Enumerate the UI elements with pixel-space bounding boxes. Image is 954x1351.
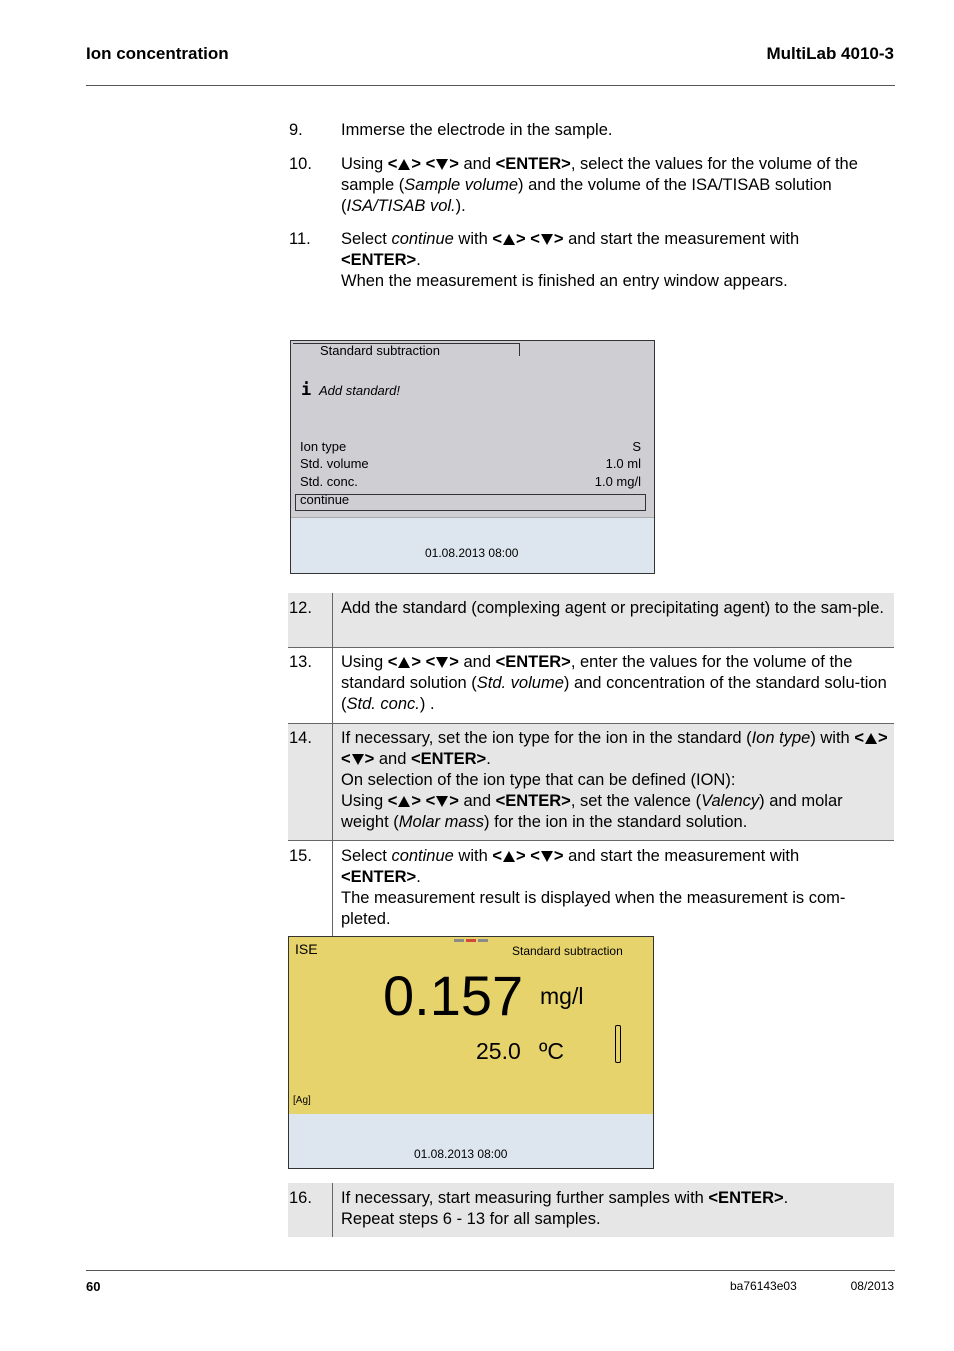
arrow-up-icon [398, 159, 410, 170]
arrow-up-icon [503, 851, 515, 862]
arrow-down-icon [436, 796, 448, 807]
arrow-up-icon [398, 657, 410, 668]
page-number: 60 [86, 1279, 101, 1294]
document-id: ba76143e03 [730, 1279, 797, 1293]
row-label: Std. conc. [300, 474, 358, 489]
screen-datetime: 01.08.2013 08:00 [414, 1147, 508, 1161]
step-text: Immerse the electrode in the sample. [341, 121, 613, 139]
arrow-up-icon [503, 234, 515, 245]
temperature-unit: ºC [539, 1038, 565, 1064]
continue-option[interactable]: continue [300, 492, 350, 507]
step-number: 9. [289, 121, 303, 139]
status-bar-icon [466, 939, 476, 942]
mode-label: ISE [295, 941, 318, 957]
measured-value: 0.157 [383, 964, 524, 1027]
row-value: 1.0 ml [605, 456, 641, 471]
row-value: 1.0 mg/l [594, 474, 641, 489]
column-divider [332, 593, 333, 936]
footer-rule [86, 1270, 895, 1271]
arrow-down-icon [541, 234, 553, 245]
step-number: 10. [289, 155, 312, 173]
column-divider [332, 1183, 333, 1237]
screen-tab-title: Standard subtraction [320, 343, 440, 358]
display-screen-entry [290, 340, 655, 574]
info-icon: i [301, 380, 312, 400]
step-number: 16. [289, 1189, 312, 1207]
section-title: Ion concentration [86, 44, 229, 63]
screen-title: Standard subtraction [512, 944, 623, 958]
screen-message: Add standard! [319, 383, 400, 398]
document-date: 08/2013 [850, 1279, 894, 1293]
arrow-down-icon [436, 159, 448, 170]
arrow-up-icon [865, 733, 877, 744]
thermometer-icon [615, 1025, 621, 1063]
step-text: If necessary, start measuring further samples with <ENTER>. Repeat steps 6 - 13 for all samples. [341, 1189, 789, 1228]
arrow-up-icon [398, 796, 410, 807]
measured-unit: mg/l [540, 983, 584, 1009]
header-rule [86, 85, 895, 86]
step-text: Using < > < > and <ENTER>, select the values for the volume of the sample (Sample volume) and the volume of the ISA/TISAB solution (ISA/TISAB vol.). [341, 155, 858, 215]
screen-datetime: 01.08.2013 08:00 [425, 546, 519, 560]
step-number: 13. [289, 653, 312, 671]
temperature-value: 25.0 [476, 1038, 521, 1064]
row-divider [288, 840, 894, 841]
row-value: S [632, 439, 641, 454]
step-text: If necessary, set the ion type for the ion in the standard (Ion type) with < > < > and <ENTER>. On selection of the ion type that can be defined (ION): Using < > < > and <ENTER>, set the valence (Valency) and molar weight (Molar mass) for the ion in the standard solution. [341, 729, 888, 831]
arrow-down-icon [436, 657, 448, 668]
status-bar-icon [478, 939, 488, 942]
row-divider [288, 723, 894, 724]
row-label: Ion type [300, 439, 347, 454]
row-divider [288, 647, 894, 648]
status-bar-icon [454, 939, 464, 942]
row-label: Std. volume [300, 456, 369, 471]
ion-label: [Ag] [293, 1095, 311, 1106]
step-number: 14. [289, 729, 312, 747]
step-number: 11. [289, 230, 311, 248]
arrow-down-icon [541, 851, 553, 862]
step-text: Select continue with < > < > and start the measurement with <ENTER>. When the measurement is finished an entry window appears. [341, 230, 800, 290]
arrow-down-icon [352, 754, 364, 765]
step-text: Add the standard (complexing agent or precipitating agent) to the sam-ple. [341, 599, 884, 617]
product-title: MultiLab 4010-3 [766, 44, 894, 63]
step-text: Using < > < > and <ENTER>, enter the values for the volume of the standard solution (Std. volume) and concentration of the standard solu-tion (Std. conc.) . [341, 653, 887, 713]
display-screen-result [288, 936, 654, 1169]
step-text: Select continue with < > < > and start the measurement with <ENTER>. The measurement result is displayed when the measurement is com-pleted. [341, 847, 846, 928]
step-number: 12. [289, 599, 312, 617]
step-number: 15. [289, 847, 312, 865]
